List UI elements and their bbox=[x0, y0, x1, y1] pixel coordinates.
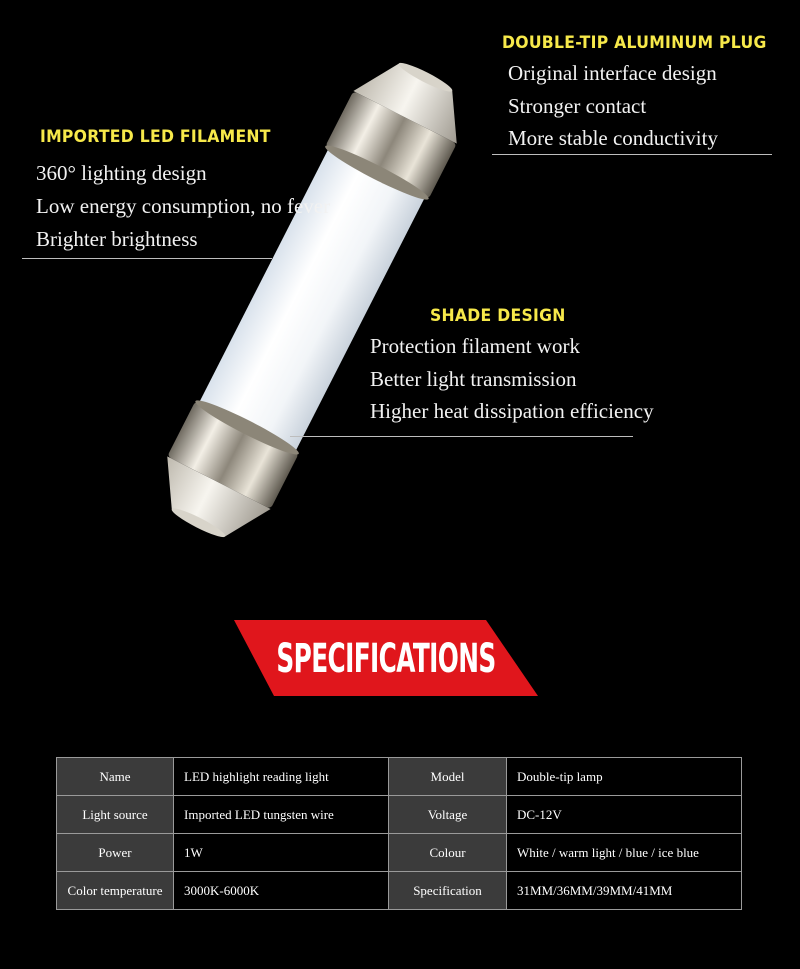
shade-feature-3: Higher heat dissipation efficiency bbox=[370, 399, 654, 423]
spec-value: White / warm light / blue / ice blue bbox=[507, 834, 742, 872]
filament-feature-1: 360° lighting design bbox=[36, 161, 207, 185]
plug-underline bbox=[492, 154, 772, 155]
filament-heading: IMPORTED LED FILAMENT bbox=[40, 127, 271, 147]
spec-value: Imported LED tungsten wire bbox=[174, 796, 389, 834]
filament-feature-2: Low energy consumption, no fever bbox=[36, 194, 331, 218]
spec-value: Double-tip lamp bbox=[507, 758, 742, 796]
spec-key: Name bbox=[57, 758, 174, 796]
spec-key: Colour bbox=[389, 834, 507, 872]
shade-feature-2: Better light transmission bbox=[370, 367, 577, 391]
plug-feature-2: Stronger contact bbox=[508, 94, 647, 118]
shade-heading: SHADE DESIGN bbox=[430, 306, 566, 326]
spec-value: DC-12V bbox=[507, 796, 742, 834]
spec-value: 31MM/36MM/39MM/41MM bbox=[507, 872, 742, 910]
shade-underline bbox=[290, 436, 633, 437]
table-row bbox=[57, 834, 742, 872]
spec-key: Voltage bbox=[389, 796, 507, 834]
plug-heading: DOUBLE-TIP ALUMINUM PLUG bbox=[502, 33, 767, 53]
spec-key: Model bbox=[389, 758, 507, 796]
specifications-title: SPECIFICATIONS bbox=[276, 636, 496, 682]
plug-feature-3: More stable conductivity bbox=[508, 126, 718, 150]
spec-key: Specification bbox=[389, 872, 507, 910]
plug-feature-1: Original interface design bbox=[508, 61, 717, 85]
spec-key: Power bbox=[57, 834, 174, 872]
spec-value: LED highlight reading light bbox=[174, 758, 389, 796]
spec-value: 3000K-6000K bbox=[174, 872, 389, 910]
table-row bbox=[57, 758, 742, 796]
table-row bbox=[57, 796, 742, 834]
shade-feature-1: Protection filament work bbox=[370, 334, 580, 358]
spec-key: Color temperature bbox=[57, 872, 174, 910]
filament-feature-3: Brighter brightness bbox=[36, 227, 198, 251]
spec-key: Light source bbox=[57, 796, 174, 834]
table-row bbox=[57, 872, 742, 910]
filament-underline bbox=[22, 258, 272, 259]
spec-value: 1W bbox=[174, 834, 389, 872]
spec-table bbox=[56, 757, 742, 910]
